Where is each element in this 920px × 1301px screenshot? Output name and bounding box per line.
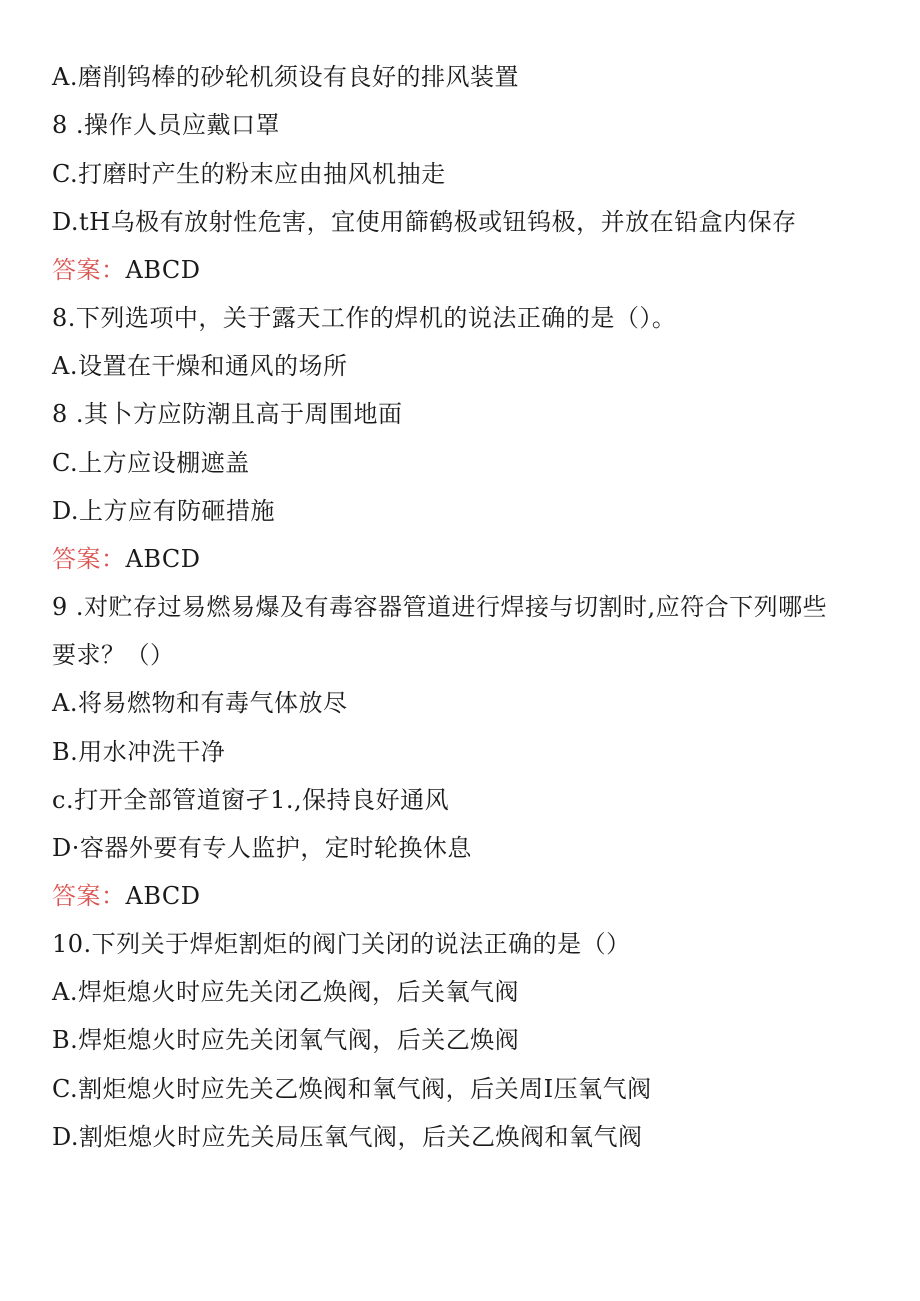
q8-answer [52,544,201,574]
answer-label: 答案： [52,545,126,573]
q9-option-a: A.将易燃物和有毒气体放尽 [52,689,348,717]
answer-label: 答案： [52,256,126,284]
q7-option-a: A.磨削钨棒的砂轮机须设有良好的排风装置 [52,63,519,91]
answer-value: ABCD [125,256,201,284]
q7-answer [52,255,201,285]
q8-option-c: C.上方应设棚遮盖 [52,449,250,477]
q9-question-line1: 9 .对贮存过易燃易爆及有毒容器管道进行焊接与切割时,应符合下列哪些 [52,593,828,621]
q10-option-c: C.割炬熄火时应先关乙焕阀和氧气阀，后关周I压氧气阀 [52,1075,652,1103]
q10-question: 10.下列关于焊炬割炬的阀门关闭的说法正确的是（） [52,930,631,958]
answer-label: 答案： [52,882,126,910]
answer-value: ABCD [125,545,201,573]
q7-option-d: D.tH乌极有放射性危害，宜使用篩鹤极或钮钨极，并放在铅盒内保存 [52,208,797,236]
q8-option-a: A.设置在干燥和通风的场所 [52,352,348,380]
q9-option-d: D·容器外要有专人监护，定时轮换休息 [52,834,472,862]
q9-answer [52,881,201,911]
q8-question: 8.下列选项中，关于露天工作的焊机的说法正确的是（）。 [52,304,677,332]
q10-option-d: D.割炬熄火时应先关局压氧气阀，后关乙焕阀和氧气阀 [52,1123,643,1151]
q7-option-c: C.打磨时产生的粉末应由抽风机抽走 [52,160,446,188]
q8-option-d: D.上方应有防砸措施 [52,497,276,525]
q10-option-a: A.焊炬熄火时应先关闭乙焕阀，后关氧气阀 [52,978,519,1006]
q10-option-b: B.焊炬熄火时应先关闭氧气阀，后关乙焕阀 [52,1026,520,1054]
answer-value: ABCD [125,882,201,910]
q9-option-c: c.打开全部管道窗孑1.,保持良好通风 [52,786,450,814]
q9-option-b: B.用水冲洗干净 [52,738,226,766]
q9-question-line2: 要求？（） [52,641,175,669]
q8-option-b: 8 .其卜方应防潮且高于周围地面 [52,400,403,428]
q7-option-b: 8 .操作人员应戴口罩 [52,111,281,139]
